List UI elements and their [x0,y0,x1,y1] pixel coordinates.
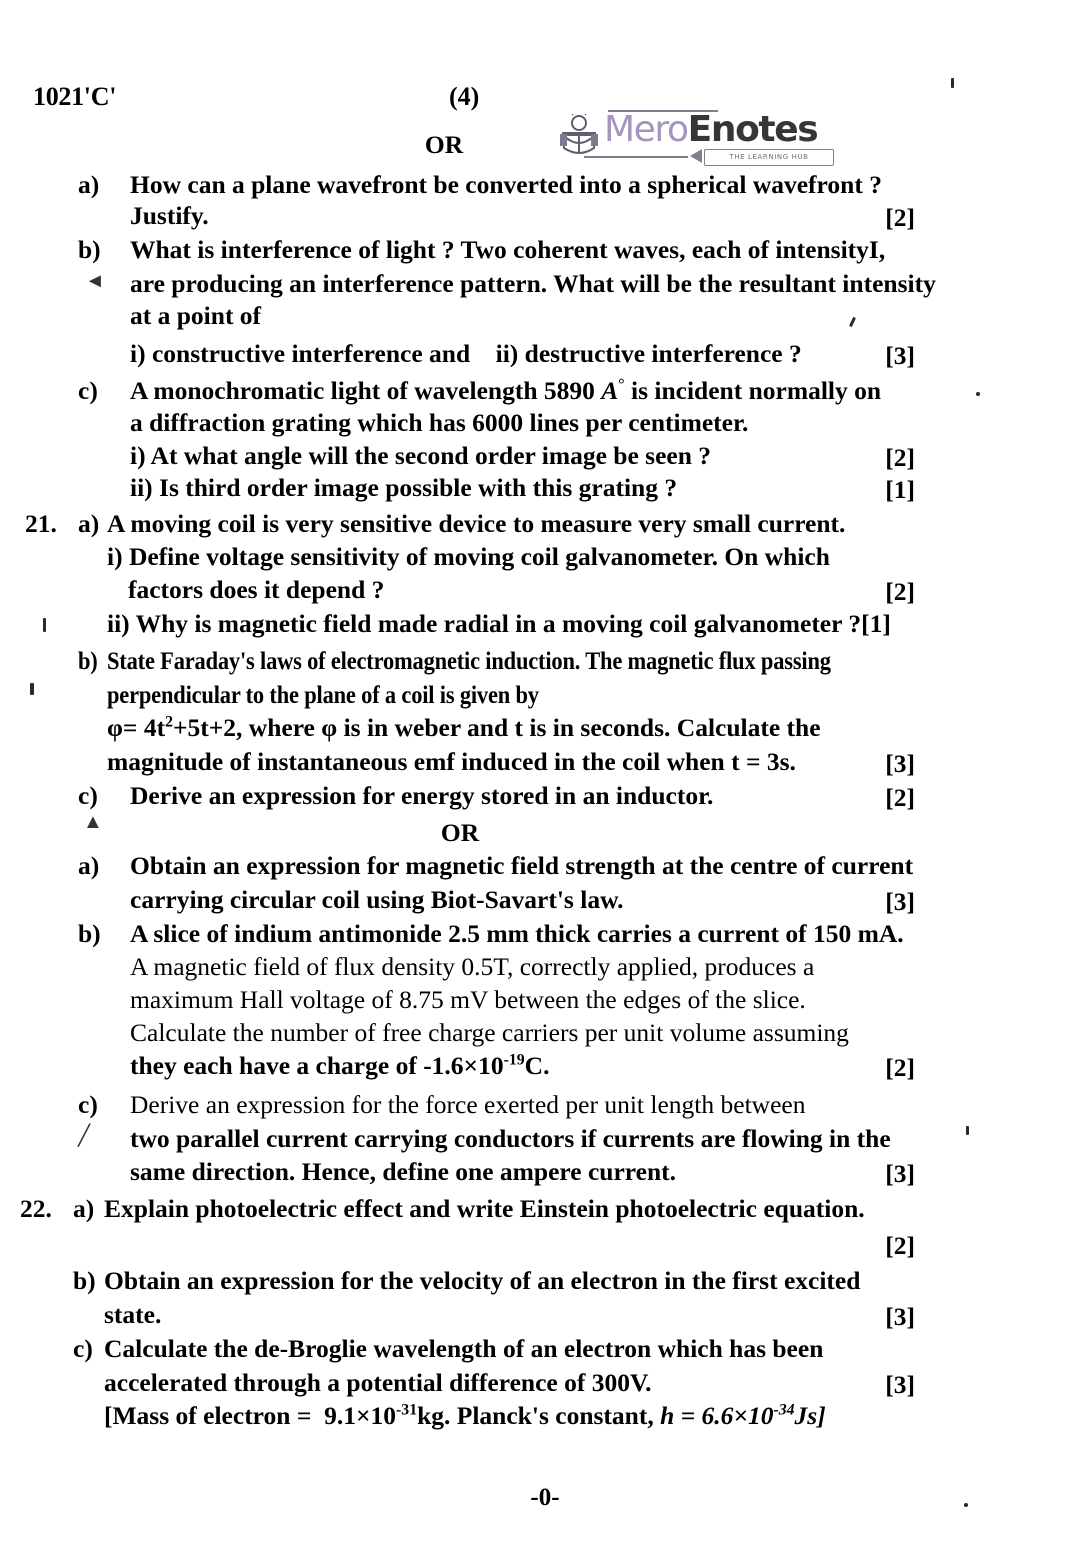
q21or-a-line2: carrying circular coil using Biot-Savart's law. [130,885,624,914]
t-squared-exponent: 2 [165,713,173,731]
q22b-line1: Obtain an expression for the velocity of an electron in the first excited [104,1266,861,1295]
q20c-line2: a diffraction grating which has 6000 lines per centimeter. [130,408,749,437]
page-header [0,82,1090,118]
question-label-22c: c) [73,1334,93,1363]
q20b-line2: are producing an interference pattern. What will be the resultant intensity [130,269,936,298]
marks-q21or-c: [3] [885,1159,915,1188]
book-reader-icon [556,114,602,158]
question-label-21b: b) [78,646,98,675]
planck-exponent: -34 [773,1401,795,1419]
marks-q20b: [3] [885,341,915,370]
q22c-planck-part1: = 6.6×10 [674,1401,774,1430]
question-label-21or-b: b) [78,919,101,948]
question-label-22a: a) [73,1194,95,1223]
scan-speck-5 [951,78,954,88]
q20b-line3: at a point of [130,301,262,330]
q22c-mass-part2: kg. Planck's constant, [417,1401,661,1430]
q21or-b-line2: A magnetic field of flux density 0.5T, correctly applied, produces a [130,952,815,981]
q21b-line1: State Faraday's laws of electromagnetic induction. The magnetic flux passing [107,646,831,675]
q20c-line4: ii) Is third order image possible with this grating ? [130,473,678,502]
meroenotes-watermark-logo [556,108,856,170]
question-label-21a: a) [78,509,100,538]
q21b-formula-part1: = 4t [122,713,166,742]
q20c-line1 [130,378,881,404]
page-number: (4) [449,82,480,111]
q22c-line1: Calculate the de-Broglie wavelength of an electron which has been [104,1334,824,1363]
question-label-20c: c) [78,376,98,405]
q21b-formula-part2: +5t+2, where [172,713,322,742]
page-footer: -0- [530,1484,560,1511]
logo-bottom-rule [584,156,688,158]
q21b-line4: magnitude of instantaneous emf induced in the coil when t = 3s. [107,747,796,776]
marks-q22c: [3] [885,1370,915,1399]
question-label-20a: a) [78,170,100,199]
scan-speck-7 [849,317,856,327]
paper-code: 1021'C' [33,82,117,111]
scan-speck-3 [976,392,980,396]
marks-q21or-a: [3] [885,887,915,916]
marks-q21c: [2] [885,783,915,812]
q21or-b-line3: maximum Hall voltage of 8.75 mV between the edges of the slice. [130,985,806,1014]
q21or-b-line5 [130,1053,549,1079]
q21a-line4: ii) Why is magnetic field made radial in a moving coil galvanometer ?[1] [107,609,891,638]
logo-text-enotes: Enotes [687,109,818,150]
q21b-line2: perpendicular to the plane of a coil is given by [107,680,539,709]
phi-symbol-2: φ [321,713,338,742]
question-number-22: 22. [20,1194,52,1223]
scan-speck-1 [43,618,46,632]
scan-speck-6 [964,1503,968,1507]
q21or-c-line2: two parallel current carrying conductors if currents are flowing in the [130,1124,891,1153]
q21or-a-line1: Obtain an expression for magnetic field strength at the centre of current [130,851,914,880]
q22c-line3 [104,1403,826,1429]
stray-pen-mark-3: ╱ [78,1125,91,1147]
question-label-21c: c) [78,781,98,810]
q22c-line2: accelerated through a potential difference of 300V. [104,1368,652,1397]
q20c-degree-symbol: ° [618,376,625,394]
scan-speck-2 [30,683,34,695]
question-label-20b: b) [78,235,101,264]
q21or-b-charge-part1: they each have a charge of -1.6×10 [130,1051,504,1080]
marks-q21a: [2] [885,577,915,606]
q20b-line4: i) constructive interference and ii) destructive interference ? [130,339,802,368]
q22c-planck-part2: Js] [794,1401,826,1430]
planck-constant-symbol: h [660,1401,675,1430]
marks-q20c-i: [2] [885,443,915,472]
q20c-angstrom-symbol: A [601,376,619,405]
stray-pen-mark-2: ▲ [83,811,103,833]
logo-pencil-arrow-icon [690,149,702,163]
question-number-21: 21. [25,509,57,538]
or-divider-2: OR [440,818,480,847]
q21a-line2: i) Define voltage sensitivity of moving coil galvanometer. On which [107,542,830,571]
q21b-formula-part3: is in weber and t is in seconds. Calculate the [337,713,821,742]
question-label-21or-c: c) [78,1090,98,1119]
q21or-c-line1: Derive an expression for the force exerted per unit length between [130,1090,806,1119]
q22b-line2: state. [104,1300,162,1329]
marks-q21b: [3] [885,749,915,778]
logo-tagline: THE LEARNING HUB [704,149,834,166]
q20b-line1: What is interference of light ? Two coherent waves, each of intensityI, [130,235,886,264]
q21or-b-line4: Calculate the number of free charge carriers per unit volume assuming [130,1018,849,1047]
logo-wordmark [604,108,817,152]
q21or-b-line1: A slice of indium antimonide 2.5 mm thick carries a current of 150 mA. [130,919,904,948]
logo-text-mero: Mero [604,109,688,150]
phi-symbol-1: φ [107,713,123,742]
charge-exponent: -19 [503,1051,525,1069]
marks-q20c-ii: [1] [885,475,915,504]
q20c-line3: i) At what angle will the second order image be seen ? [130,441,712,470]
or-divider-1: OR [424,130,464,159]
q21b-line3 [107,715,821,741]
q21c-line1: Derive an expression for energy stored in an inductor. [130,781,714,810]
marks-q22a: [2] [885,1231,915,1260]
q20a-line2: Justify. [130,201,209,230]
marks-q21or-b: [2] [885,1053,915,1082]
stray-pen-mark-1: ◄ [85,270,105,292]
scan-speck-4 [966,1126,969,1135]
question-label-21or-a: a) [78,851,100,880]
mass-exponent: -31 [396,1401,418,1419]
question-label-22b: b) [73,1266,96,1295]
q20c-line1-part1: A monochromatic light of wavelength 5890 [130,376,602,405]
q22a-line1: Explain photoelectric effect and write Einstein photoelectric equation. [104,1194,865,1223]
q22c-mass-part1: [Mass of electron = 9.1×10 [104,1401,397,1430]
q21a-line1: A moving coil is very sensitive device to measure very small current. [107,509,846,538]
q21or-c-line3: same direction. Hence, define one ampere current. [130,1157,677,1186]
q20c-line1-part2: is incident normally on [624,376,882,405]
q21a-line3: factors does it depend ? [128,575,385,604]
marks-q22b: [3] [885,1302,915,1331]
marks-q20a: [2] [885,203,915,232]
q21or-b-charge-part2: C. [524,1051,550,1080]
q20a-line1: How can a plane wavefront be converted into a spherical wavefront ? [130,170,882,199]
